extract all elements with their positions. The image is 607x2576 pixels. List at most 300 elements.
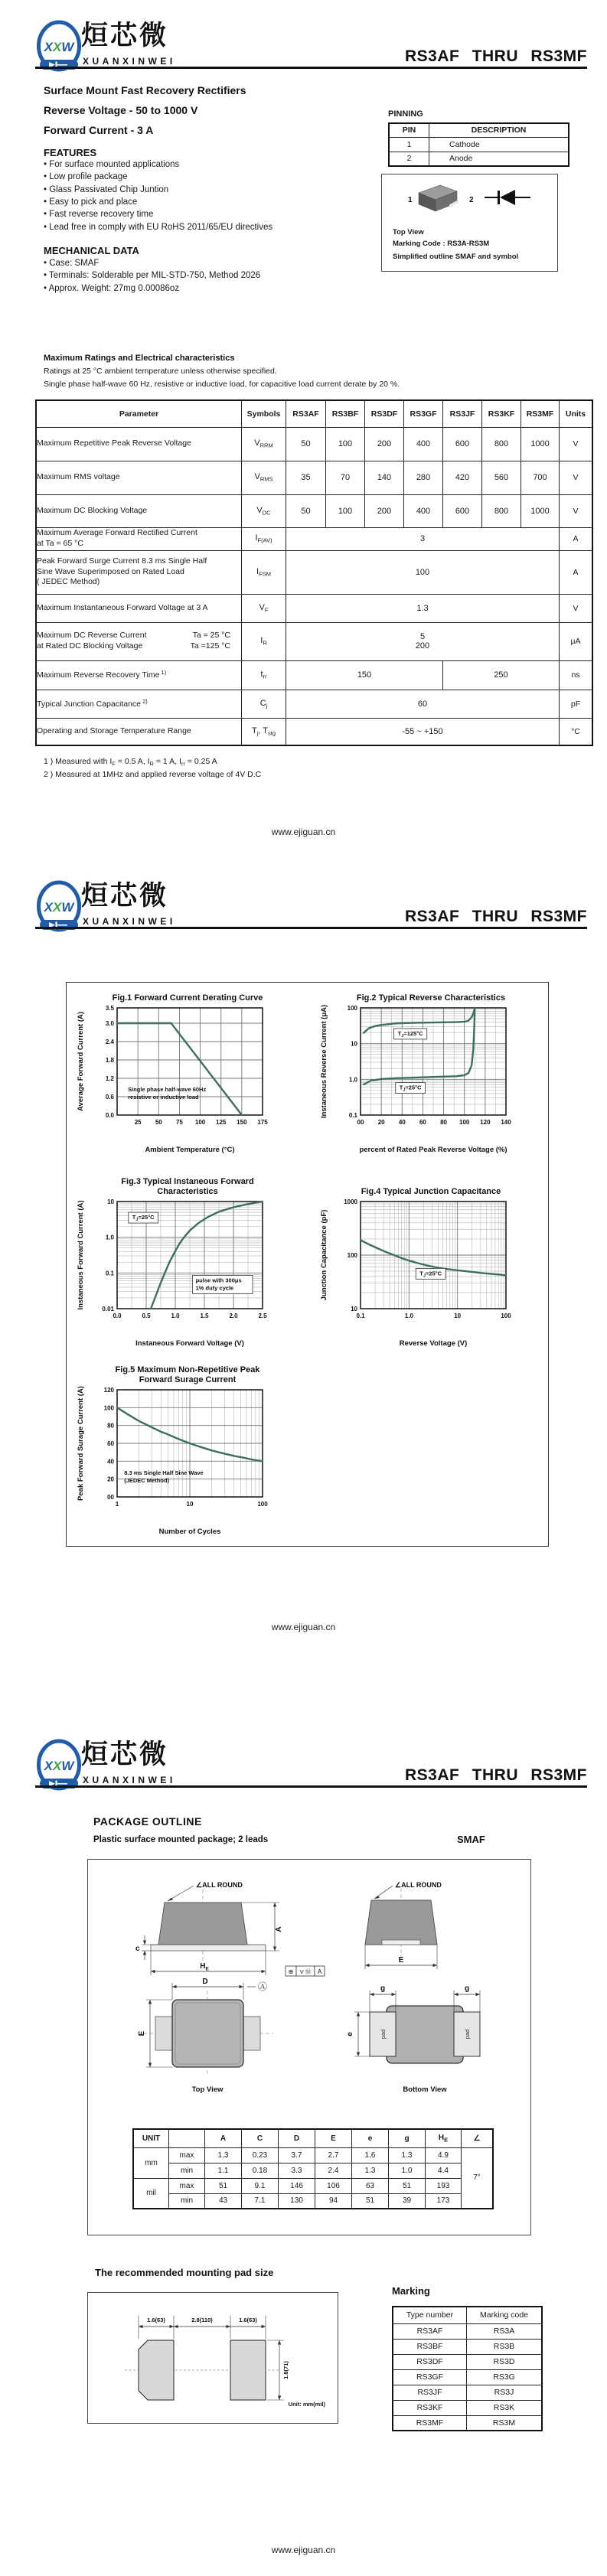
svg-text:A: A bbox=[317, 1968, 322, 1975]
figure-3-title: Fig.3 Typical Instaneous Forward bbox=[121, 1177, 254, 1186]
svg-text:1: 1 bbox=[115, 1501, 119, 1508]
part-range-title: RS3AF THRU RS3MF bbox=[404, 908, 587, 925]
ratings-header: Symbols bbox=[242, 400, 286, 427]
ratings-header: RS3MF bbox=[521, 400, 560, 427]
ratings-parameter: Maximum Repetitive Peak Reverse Voltage bbox=[36, 427, 242, 461]
svg-text:3.0: 3.0 bbox=[105, 1020, 114, 1027]
ratings-header: RS3GF bbox=[404, 400, 443, 427]
dim-cell: 1.3 bbox=[352, 2163, 389, 2178]
dim-cell: max bbox=[169, 2178, 205, 2193]
dim-cell: $H_E$ bbox=[426, 2129, 462, 2147]
svg-text:2.5: 2.5 bbox=[258, 1312, 267, 1319]
ratings-value: 280 bbox=[404, 461, 443, 494]
ratings-header: RS3DF bbox=[365, 400, 404, 427]
ratings-parameter: Maximum Average Forward Rectified Current at Ta = 65 °C bbox=[36, 527, 242, 550]
ratings-symbol: $T_j$, $T_{stg}$ bbox=[242, 718, 286, 745]
outline-caption-marking-code: Marking Code : RS3A-RS3M bbox=[393, 240, 490, 248]
figure-1 bbox=[73, 993, 310, 1160]
svg-text:⊕: ⊕ bbox=[288, 1968, 294, 1975]
marking-cell: RS3D bbox=[467, 2354, 543, 2369]
dim-E-top-label: E bbox=[138, 2030, 146, 2036]
svg-text:2.4: 2.4 bbox=[105, 1039, 114, 1045]
ratings-symbol: $V_{RRM}$ bbox=[242, 427, 286, 461]
svg-text:150: 150 bbox=[237, 1119, 247, 1126]
pad-label-right: pad bbox=[464, 2029, 471, 2040]
dim-cell: 130 bbox=[279, 2193, 315, 2209]
pinning-header: PIN bbox=[389, 123, 429, 137]
svg-text:1.0: 1.0 bbox=[171, 1312, 180, 1319]
svg-text:100: 100 bbox=[459, 1119, 470, 1126]
svg-text:120: 120 bbox=[103, 1387, 114, 1394]
pin2-label: 2 bbox=[469, 196, 474, 204]
dim-cell: ∠ bbox=[462, 2129, 494, 2147]
dim-HE-label: $H_E$ bbox=[200, 1962, 209, 1972]
svg-text:00: 00 bbox=[107, 1494, 114, 1501]
dim-cell: D bbox=[279, 2129, 315, 2147]
svg-text:0.6: 0.6 bbox=[105, 1094, 114, 1101]
mounting-pad-drawing bbox=[88, 2293, 335, 2421]
list-item: • For surface mounted applications bbox=[44, 160, 179, 169]
figure-3 bbox=[73, 1177, 310, 1354]
outline-caption-simplified: Simplified outline SMAF and symbol bbox=[393, 253, 519, 261]
ratings-value: 420 bbox=[443, 461, 482, 494]
all-round-label-side: ∠ALL ROUND bbox=[196, 1881, 243, 1889]
dim-cell: 51 bbox=[352, 2193, 389, 2209]
datum-circle-a: Ⓐ bbox=[257, 1981, 268, 1992]
marking-cell: RS3B bbox=[467, 2339, 543, 2354]
dim-cell: 7° bbox=[462, 2147, 494, 2209]
ratings-footnote-2: 2 ) Measured at 1MHz and applied reverse voltage of 4V D.C bbox=[44, 770, 262, 779]
marking-heading: Marking bbox=[392, 2285, 430, 2297]
features-heading: FEATURES bbox=[44, 147, 97, 158]
svg-text:percent of Rated Peak Reverse: percent of Rated Peak Reverse Voltage (%) bbox=[359, 1146, 507, 1154]
fig5-chart bbox=[73, 1385, 302, 1538]
svg-text:80: 80 bbox=[440, 1119, 448, 1126]
brand-name-english: XUANXINWEI bbox=[83, 916, 176, 927]
package-and-diode-drawing bbox=[391, 181, 552, 215]
list-item: • Lead free in comply with EU RoHS 2011/65/EU directives bbox=[44, 223, 272, 232]
svg-text:175: 175 bbox=[257, 1119, 268, 1126]
svg-text:Instaneous Forward Voltage (V): Instaneous Forward Voltage (V) bbox=[135, 1339, 244, 1348]
svg-text:Junction Capacitance (pF): Junction Capacitance (pF) bbox=[320, 1209, 328, 1301]
svg-text:Peak Forward Surage Current (A: Peak Forward Surage Current (A) bbox=[77, 1386, 85, 1501]
ratings-value: 50 bbox=[286, 427, 326, 461]
product-line-3: Forward Current - 3 A bbox=[44, 124, 154, 136]
svg-text:10: 10 bbox=[351, 1306, 357, 1312]
pad-dim-height: 1.8(71) bbox=[282, 2361, 289, 2379]
svg-text:60: 60 bbox=[419, 1119, 426, 1126]
dimension-table bbox=[132, 2128, 494, 2209]
diode-symbol-icon bbox=[485, 190, 530, 205]
svg-text:XXW: XXW bbox=[44, 900, 74, 915]
marking-cell: RS3J bbox=[467, 2385, 543, 2400]
figure-1-title: Fig.1 Forward Current Derating Curve bbox=[112, 993, 263, 1003]
ratings-heading: Maximum Ratings and Electrical characteristics bbox=[44, 354, 235, 363]
fig2-series bbox=[364, 1008, 475, 1084]
ratings-value: 200 bbox=[365, 427, 404, 461]
pad-dim-right: 1.6(63) bbox=[239, 2317, 257, 2323]
product-line-2: Reverse Voltage - 50 to 1000 V bbox=[44, 104, 198, 116]
svg-text:10: 10 bbox=[107, 1198, 114, 1205]
ratings-value: 140 bbox=[365, 461, 404, 494]
ratings-value: 1.3 bbox=[286, 594, 560, 622]
mechanical-heading: MECHANICAL DATA bbox=[44, 245, 139, 256]
marking-cell: RS3AF bbox=[393, 2323, 467, 2339]
dim-cell: 51 bbox=[205, 2178, 242, 2193]
list-item: • Terminals: Solderable per MIL-STD-750, Method 2026 bbox=[44, 271, 260, 280]
svg-text:100: 100 bbox=[347, 1252, 357, 1259]
list-item: • Approx. Weight: 27mg 0.00086oz bbox=[44, 284, 179, 293]
ratings-unit: °C bbox=[560, 718, 593, 745]
dim-A-label: A bbox=[275, 1926, 283, 1932]
ratings-value: 1000 bbox=[521, 427, 560, 461]
dim-D-label: D bbox=[202, 1978, 208, 1986]
marking-cell: RS3KF bbox=[393, 2400, 467, 2415]
svg-text:0.1: 0.1 bbox=[348, 1112, 357, 1119]
ratings-value: 800 bbox=[482, 494, 521, 527]
brand-logo-icon bbox=[37, 20, 81, 78]
ratings-parameter: Maximum DC Reverse Current Ta = 25 °C at Rated DC Blocking Voltage Ta =125 °C bbox=[36, 622, 242, 660]
ratings-unit: A bbox=[560, 527, 593, 550]
header-rule bbox=[35, 927, 587, 929]
ratings-value: 1000 bbox=[521, 494, 560, 527]
ratings-unit: pF bbox=[560, 690, 593, 718]
dim-cell: 3.7 bbox=[279, 2147, 315, 2163]
ratings-parameter: Maximum RMS voltage bbox=[36, 461, 242, 494]
ratings-value: 600 bbox=[443, 494, 482, 527]
mounting-pad-heading: The recommended mounting pad size bbox=[95, 2267, 274, 2278]
dim-cell: 2.7 bbox=[315, 2147, 352, 2163]
header-rule bbox=[35, 67, 587, 69]
all-round-label-end: ∠ALL ROUND bbox=[395, 1881, 442, 1889]
ratings-symbol: $t_{rr}$ bbox=[242, 660, 286, 690]
svg-text:1.2: 1.2 bbox=[105, 1075, 114, 1082]
svg-text:0.0: 0.0 bbox=[113, 1312, 122, 1319]
svg-text:0.5: 0.5 bbox=[142, 1312, 151, 1319]
svg-text:0.1: 0.1 bbox=[356, 1312, 365, 1319]
svg-text:XXW: XXW bbox=[44, 1759, 74, 1773]
marking-header: Marking code bbox=[467, 2307, 543, 2323]
brand-name-chinese: 烜芯微 bbox=[81, 881, 169, 911]
ratings-unit: V bbox=[560, 594, 593, 622]
ratings-symbol: $V_F$ bbox=[242, 594, 286, 622]
ratings-symbol: $V_{RMS}$ bbox=[242, 461, 286, 494]
dim-cell: 51 bbox=[389, 2178, 426, 2193]
svg-text:TJ=125°C: $T_J=125^\circ C$ bbox=[397, 1029, 423, 1039]
pinning-cell: 2 bbox=[389, 152, 429, 166]
svg-text:Reverse Voltage (V): Reverse Voltage (V) bbox=[399, 1339, 468, 1348]
svg-text:20: 20 bbox=[107, 1475, 114, 1483]
fig1-chart bbox=[73, 1003, 302, 1156]
header-rule bbox=[35, 1785, 587, 1788]
fig4-chart bbox=[316, 1197, 546, 1350]
dim-cell: 1.3 bbox=[205, 2147, 242, 2163]
ratings-value: 100 bbox=[326, 494, 365, 527]
dim-cell: 1.1 bbox=[205, 2163, 242, 2178]
ratings-value: 400 bbox=[404, 427, 443, 461]
svg-text:0.0: 0.0 bbox=[105, 1112, 114, 1119]
dim-cell bbox=[169, 2129, 205, 2147]
dim-cell: 173 bbox=[426, 2193, 462, 2209]
ratings-unit: μA bbox=[560, 622, 593, 660]
svg-text:Ambient Temperature (°C): Ambient Temperature (°C) bbox=[145, 1146, 235, 1154]
dim-cell: 4.9 bbox=[426, 2147, 462, 2163]
svg-text:1000: 1000 bbox=[344, 1198, 357, 1205]
svg-text:80: 80 bbox=[107, 1422, 114, 1430]
outline-symbol-box bbox=[381, 174, 558, 272]
dim-cell: min bbox=[169, 2163, 205, 2178]
svg-text:100: 100 bbox=[347, 1005, 357, 1012]
brand-name-chinese: 烜芯微 bbox=[81, 21, 169, 51]
dim-g-right-label: g bbox=[464, 1984, 470, 1993]
svg-text:10: 10 bbox=[351, 1040, 357, 1048]
pinning-cell: Cathode bbox=[429, 137, 569, 152]
marking-header: Type number bbox=[393, 2307, 467, 2323]
svg-text:40: 40 bbox=[107, 1458, 114, 1466]
footer-url-page1: www.ejiguan.cn bbox=[271, 827, 336, 837]
marking-cell: RS3GF bbox=[393, 2369, 467, 2385]
brand-logo-icon bbox=[37, 1739, 81, 1797]
part-range-title: RS3AF THRU RS3MF bbox=[404, 1766, 587, 1784]
dim-cell: mil bbox=[133, 2178, 169, 2209]
svg-text:TJ=25°C: $T_J=25^\circ C$ bbox=[419, 1270, 442, 1279]
svg-text:1.8: 1.8 bbox=[105, 1057, 114, 1064]
dim-cell: 106 bbox=[315, 2178, 352, 2193]
ratings-value: 100 bbox=[326, 427, 365, 461]
dim-c-label: c bbox=[135, 1945, 140, 1953]
pad-dim-gap: 2.8(110) bbox=[191, 2317, 213, 2323]
ratings-header: RS3AF bbox=[286, 400, 326, 427]
marking-cell: RS3JF bbox=[393, 2385, 467, 2400]
ratings-unit: V bbox=[560, 427, 593, 461]
svg-text:20: 20 bbox=[377, 1119, 385, 1126]
brand-name-english: XUANXINWEI bbox=[83, 56, 176, 67]
figure-5-title: Fig.5 Maximum Non-Repetitive Peak bbox=[115, 1365, 260, 1374]
ratings-value: 3 bbox=[286, 527, 560, 550]
dim-cell: 94 bbox=[315, 2193, 352, 2209]
svg-text:8.3 ms Single Half Sine Wave: 8.3 ms Single Half Sine Wave bbox=[124, 1469, 204, 1476]
svg-text:10: 10 bbox=[186, 1501, 194, 1508]
ratings-value: 400 bbox=[404, 494, 443, 527]
dim-cell: 193 bbox=[426, 2178, 462, 2193]
dim-cell: C bbox=[242, 2129, 279, 2147]
pad-unit-note: Unit: mm(mil) bbox=[288, 2401, 325, 2408]
fig2-chart bbox=[316, 1003, 546, 1156]
brand-name-chinese: 烜芯微 bbox=[81, 1740, 169, 1770]
dim-cell: 63 bbox=[352, 2178, 389, 2193]
dim-cell: 2.4 bbox=[315, 2163, 352, 2178]
svg-text:Average Forward Current (A): Average Forward Current (A) bbox=[77, 1011, 85, 1112]
svg-text:V Ⓜ: V Ⓜ bbox=[299, 1968, 312, 1975]
svg-text:Single phase half-wave 60Hz: Single phase half-wave 60Hz bbox=[128, 1085, 207, 1093]
dim-g-left-label: g bbox=[380, 1984, 386, 1993]
dim-cell: 4.4 bbox=[426, 2163, 462, 2178]
pad-dim-left: 1.6(63) bbox=[147, 2317, 165, 2323]
svg-text:XXW: XXW bbox=[44, 40, 74, 54]
figure-3-title-line2: Characteristics bbox=[157, 1187, 218, 1196]
dim-cell: UNIT bbox=[133, 2129, 169, 2147]
ratings-value: 5 200 bbox=[286, 622, 560, 660]
marking-cell: RS3MF bbox=[393, 2415, 467, 2431]
dim-cell: 146 bbox=[279, 2178, 315, 2193]
outline-caption-top-view: Top View bbox=[393, 228, 424, 236]
svg-text:TJ=25°C: $T_J=25^\circ C$ bbox=[399, 1084, 422, 1093]
ratings-value: 60 bbox=[286, 690, 560, 718]
ratings-parameter: Typical Junction Capacitance $^{2)}$ bbox=[36, 690, 242, 718]
page1-header bbox=[0, 20, 607, 90]
svg-text:Number of Cycles: Number of Cycles bbox=[158, 1528, 221, 1536]
svg-text:40: 40 bbox=[398, 1119, 406, 1126]
brand-name-english: XUANXINWEI bbox=[83, 1775, 176, 1785]
page3-header bbox=[0, 1739, 607, 1809]
pinning-header: DESCRIPTION bbox=[429, 123, 569, 137]
svg-text:60: 60 bbox=[107, 1440, 114, 1447]
ratings-header: Units bbox=[560, 400, 593, 427]
svg-text:50: 50 bbox=[155, 1119, 162, 1126]
dim-cell: 43 bbox=[205, 2193, 242, 2209]
package-outline-subheading: Plastic surface mounted package; 2 leads bbox=[93, 1835, 269, 1844]
marking-cell: RS3A bbox=[467, 2323, 543, 2339]
marking-cell: RS3M bbox=[467, 2415, 543, 2431]
dim-cell: 0.18 bbox=[242, 2163, 279, 2178]
figure-2-title: Fig.2 Typical Reverse Characteristics bbox=[356, 993, 506, 1003]
pinning-heading: PINNING bbox=[388, 109, 423, 119]
pinning-cell: 1 bbox=[389, 137, 429, 152]
svg-text:0.1: 0.1 bbox=[105, 1270, 114, 1277]
top-view-caption: Top View bbox=[191, 2085, 224, 2094]
ratings-unit: A bbox=[560, 550, 593, 594]
footer-url-page3: www.ejiguan.cn bbox=[271, 2545, 336, 2555]
ratings-header: RS3BF bbox=[326, 400, 365, 427]
pad-label-left: pad bbox=[380, 2029, 387, 2040]
svg-text:1.0: 1.0 bbox=[404, 1312, 413, 1319]
ratings-value: 560 bbox=[482, 461, 521, 494]
svg-text:pulse with 300μs: pulse with 300μs bbox=[195, 1277, 242, 1284]
part-range-title: RS3AF THRU RS3MF bbox=[404, 47, 587, 65]
list-item: • Glass Passivated Chip Juntion bbox=[44, 185, 168, 194]
dim-cell: 7.1 bbox=[242, 2193, 279, 2209]
dim-cell: 3.3 bbox=[279, 2163, 315, 2178]
figure-5-title-line2: Forward Surage Current bbox=[139, 1375, 237, 1384]
dim-cell: min bbox=[169, 2193, 205, 2209]
fig3-chart bbox=[73, 1197, 302, 1350]
page2-header bbox=[0, 880, 607, 951]
pinning-cell: Anode bbox=[429, 152, 569, 166]
ratings-parameter: Operating and Storage Temperature Range bbox=[36, 718, 242, 745]
ratings-value: 800 bbox=[482, 427, 521, 461]
ratings-parameter: Maximum DC Blocking Voltage bbox=[36, 494, 242, 527]
svg-text:125: 125 bbox=[216, 1119, 227, 1126]
brand-logo-icon bbox=[37, 880, 81, 938]
marking-table bbox=[392, 2306, 543, 2431]
footer-url-page2: www.ejiguan.cn bbox=[271, 1622, 336, 1632]
svg-text:1.0: 1.0 bbox=[105, 1234, 114, 1241]
dim-cell: mm bbox=[133, 2147, 169, 2178]
bottom-view-caption: Bottom View bbox=[403, 2085, 447, 2094]
svg-text:Instaneous Forward Current (A): Instaneous Forward Current (A) bbox=[77, 1200, 85, 1310]
ratings-value: 700 bbox=[521, 461, 560, 494]
ratings-value: 150 bbox=[286, 660, 443, 690]
svg-text:TJ=25°C: $T_J=25^\circ C$ bbox=[132, 1214, 155, 1223]
dim-cell: 39 bbox=[389, 2193, 426, 2209]
ratings-symbol: $V_{DC}$ bbox=[242, 494, 286, 527]
ratings-value: 50 bbox=[286, 494, 326, 527]
svg-text:(JEDEC Method): (JEDEC Method) bbox=[124, 1476, 169, 1484]
list-item: • Case: SMAF bbox=[44, 259, 99, 268]
svg-text:resistive or inductive load: resistive or inductive load bbox=[128, 1093, 199, 1101]
ratings-parameter: Maximum Reverse Recovery Time $^{1)}$ bbox=[36, 660, 242, 690]
dim-e-label: e bbox=[346, 2032, 354, 2036]
package-outline-box bbox=[87, 1859, 531, 2235]
ratings-unit: ns bbox=[560, 660, 593, 690]
svg-text:1.5: 1.5 bbox=[200, 1312, 209, 1319]
ratings-header: RS3JF bbox=[443, 400, 482, 427]
figure-4-title: Fig.4 Typical Junction Capacitance bbox=[361, 1187, 501, 1196]
package-outline-heading: PACKAGE OUTLINE bbox=[93, 1815, 202, 1828]
ratings-value: 35 bbox=[286, 461, 326, 494]
svg-text:3.5: 3.5 bbox=[105, 1005, 114, 1012]
svg-text:120: 120 bbox=[480, 1119, 491, 1126]
ratings-condition-2: Single phase half-wave 60 Hz, resistive or inductive load, for capacitive load current derate by 20 %. bbox=[44, 380, 400, 389]
list-item: • Easy to pick and place bbox=[44, 197, 137, 207]
svg-text:00: 00 bbox=[357, 1119, 364, 1126]
ratings-value: 600 bbox=[443, 427, 482, 461]
svg-text:1.0: 1.0 bbox=[348, 1076, 357, 1084]
svg-text:75: 75 bbox=[175, 1119, 183, 1126]
svg-text:100: 100 bbox=[257, 1501, 268, 1508]
ratings-parameter: Peak Forward Surge Current 8.3 ms Single Half Sine Wave Superimposed on Rated Load ( JEDEC Method) bbox=[36, 550, 242, 594]
dim-cell: e bbox=[352, 2129, 389, 2147]
dim-cell: 1.3 bbox=[389, 2147, 426, 2163]
dim-E-end-label: E bbox=[398, 1956, 404, 1965]
figure-2 bbox=[316, 993, 553, 1160]
svg-text:140: 140 bbox=[501, 1119, 511, 1126]
ratings-header: Parameter bbox=[36, 400, 242, 427]
figure-5 bbox=[73, 1365, 310, 1542]
ratings-value: 70 bbox=[326, 461, 365, 494]
package-outline-drawing bbox=[88, 1868, 530, 2105]
ratings-footnote-1: 1 ) Measured with $I_F = 0.5$ A, $I_R = 1$ A, $I_{rr} = 0.25$ A bbox=[44, 757, 217, 768]
ratings-symbol: $I_{F(AV)}$ bbox=[242, 527, 286, 550]
ratings-unit: V bbox=[560, 461, 593, 494]
ratings-condition-1: Ratings at 25 °C ambient temperature unless otherwise specified. bbox=[44, 367, 277, 376]
dim-cell: max bbox=[169, 2147, 205, 2163]
pinning-table bbox=[388, 122, 569, 167]
svg-text:100: 100 bbox=[103, 1404, 114, 1412]
marking-cell: RS3G bbox=[467, 2369, 543, 2385]
ratings-symbol: $I_{FSM}$ bbox=[242, 550, 286, 594]
svg-text:25: 25 bbox=[134, 1119, 142, 1126]
package-name: SMAF bbox=[457, 1834, 485, 1845]
svg-text:100: 100 bbox=[501, 1312, 511, 1319]
dim-cell: A bbox=[205, 2129, 242, 2147]
ratings-symbol: $C_j$ bbox=[242, 690, 286, 718]
marking-cell: RS3DF bbox=[393, 2354, 467, 2369]
dim-cell: 1.0 bbox=[389, 2163, 426, 2178]
mounting-pad-box bbox=[87, 2292, 338, 2424]
svg-text:2.0: 2.0 bbox=[229, 1312, 238, 1319]
svg-text:100: 100 bbox=[194, 1119, 206, 1126]
svg-text:Instaneous Reverse Current (μA: Instaneous Reverse Current (μA) bbox=[320, 1004, 328, 1119]
figure-4 bbox=[316, 1187, 553, 1354]
ratings-value: 250 bbox=[443, 660, 560, 690]
dim-cell: 0.23 bbox=[242, 2147, 279, 2163]
ratings-unit: V bbox=[560, 494, 593, 527]
svg-text:10: 10 bbox=[454, 1312, 462, 1319]
dim-cell: g bbox=[389, 2129, 426, 2147]
ratings-value: -55 ~ +150 bbox=[286, 718, 560, 745]
dim-cell: 1.6 bbox=[352, 2147, 389, 2163]
